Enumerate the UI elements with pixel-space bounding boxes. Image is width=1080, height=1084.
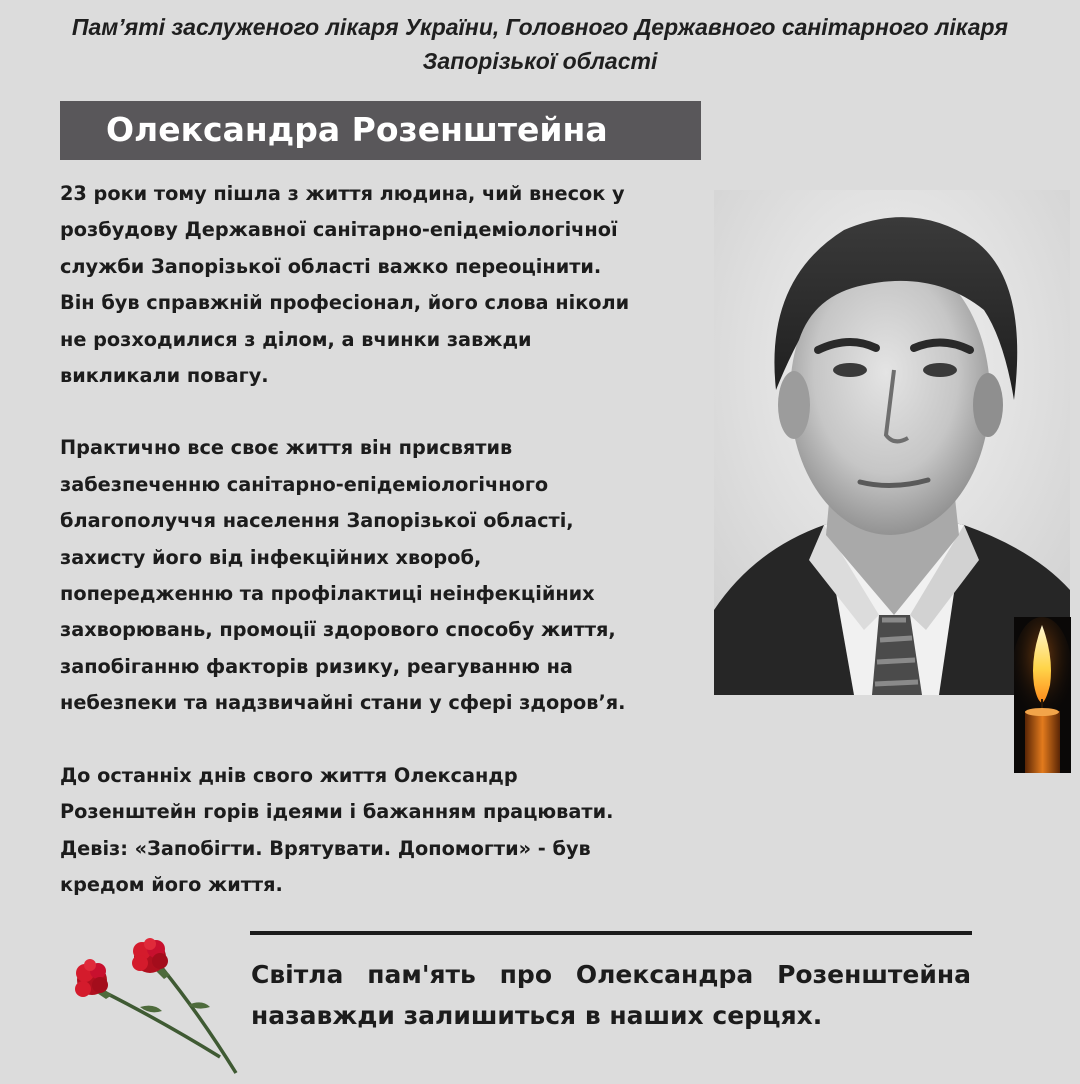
text-line: До останніх днів свого життя Олександр: [60, 763, 518, 787]
memorial-text: [60, 176, 720, 903]
divider-line: [250, 931, 972, 935]
text-line: Практично все своє життя він присвятив: [60, 436, 513, 460]
paragraph-2: [60, 430, 720, 721]
text-line: викликали повагу.: [60, 364, 269, 388]
name-banner: [60, 101, 701, 160]
text-line: служби Запорізької області важко переоцінити.: [60, 254, 602, 278]
text-line: Розенштейн горів ідеями і бажанням працювати.: [60, 800, 614, 824]
paragraph-gap: [60, 394, 720, 430]
header-line-2: Запорізької області: [422, 48, 658, 74]
text-line: Він був справжній професіонал, його слова ніколи: [60, 291, 630, 315]
paragraph-3: [60, 758, 720, 904]
text-line: благополуччя населення Запорізької області,: [60, 509, 574, 533]
paragraph-gap: [60, 722, 720, 758]
text-line: забезпеченню санітарно-епідеміологічного: [60, 472, 549, 496]
name-banner-text: Олександра Розенштейна: [106, 110, 608, 149]
closing-message: [251, 954, 971, 1036]
text-line: захворювань, промоції здорового способу життя,: [60, 618, 616, 642]
text-line: попередженню та профілактиці неінфекційних: [60, 582, 595, 606]
header-line-1: Пам’яті заслуженого лікаря України, Головного Державного санітарного лікаря: [71, 14, 1009, 40]
text-line: Девіз: «Запобігти. Врятувати. Допомогти» - був: [60, 836, 591, 860]
text-line: небезпеки та надзвичайні стани у сфері здоров’я.: [60, 691, 626, 715]
closing-line-1: Світла пам'ять про Олександра Розенштейна: [251, 960, 971, 989]
memorial-header: [0, 10, 1080, 78]
text-line: захисту його від інфекційних хвороб,: [60, 545, 482, 569]
closing-line-2: назавжди залишиться в наших серцях.: [251, 1001, 823, 1030]
text-line: не розходилися з ділом, а вчинки завжди: [60, 327, 532, 351]
text-line: 23 роки тому пішла з життя людина, чий внесок у: [60, 182, 625, 205]
carnation-flowers: [70, 935, 250, 1080]
text-line: кредом його життя.: [60, 872, 283, 896]
paragraph-1: [60, 176, 720, 394]
text-line: запобіганню факторів ризику, реагуванню на: [60, 654, 573, 678]
candle-icon: [1014, 617, 1071, 773]
text-line: розбудову Державної санітарно-епідеміологічної: [60, 218, 618, 242]
